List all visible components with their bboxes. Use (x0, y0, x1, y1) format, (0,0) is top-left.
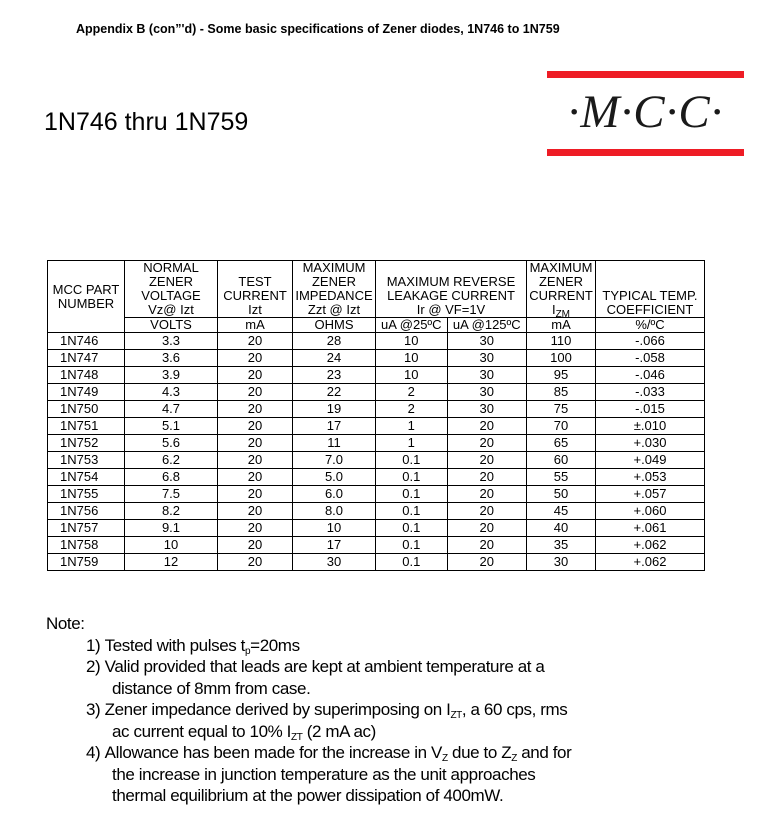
header-part-number: MCC PART NUMBER (48, 261, 125, 333)
cell-leakage-125c: 30 (447, 401, 526, 418)
cell-leakage-125c: 30 (447, 384, 526, 401)
cell-part-number: 1N753 (48, 452, 125, 469)
table-row (48, 418, 705, 435)
note-1: 1) Tested with pulses $t_p=20ms$ (86, 635, 300, 657)
cell-part-number: 1N758 (48, 537, 125, 554)
cell-leakage-25c: 1 (376, 435, 448, 452)
table-row (48, 520, 705, 537)
cell-zener-current: 40 (527, 520, 596, 537)
cell-test-current: 20 (218, 537, 293, 554)
cell-temp-coefficient: -.066 (596, 333, 705, 350)
header-zener-current: MAXIMUM ZENER CURRENT $I_{ZM}$ (527, 261, 596, 318)
cell-test-current: 20 (218, 486, 293, 503)
table-row (48, 503, 705, 520)
note-4: 4) Allowance has been made for the increase in $V_Z$ due to $Z_Z$ and for the increase in junction temperature as the unit approaches thermal equilibrium at the power dissipation of 400mW. (86, 743, 572, 805)
cell-zener-voltage: 5.1 (125, 418, 218, 435)
cell-temp-coefficient: +.061 (596, 520, 705, 537)
cell-leakage-25c: 0.1 (376, 452, 448, 469)
notes-list (46, 635, 571, 807)
cell-leakage-125c: 20 (447, 452, 526, 469)
table-row (48, 367, 705, 384)
cell-zener-voltage: 10 (125, 537, 218, 554)
cell-test-current: 20 (218, 435, 293, 452)
cell-test-current: 20 (218, 350, 293, 367)
cell-zener-voltage: 3.6 (125, 350, 218, 367)
cell-leakage-125c: 20 (447, 469, 526, 486)
cell-zener-voltage: 3.9 (125, 367, 218, 384)
cell-zener-impedance: 6.0 (293, 486, 376, 503)
cell-temp-coefficient: -.033 (596, 384, 705, 401)
cell-leakage-125c: 30 (447, 367, 526, 384)
cell-temp-coefficient: -.015 (596, 401, 705, 418)
unit-test-current: mA (218, 318, 293, 333)
header-zener-impedance: MAXIMUM ZENER IMPEDANCE Zzt @ Izt (293, 261, 376, 318)
cell-leakage-125c: 20 (447, 537, 526, 554)
table-row (48, 435, 705, 452)
cell-zener-voltage: 12 (125, 554, 218, 571)
cell-leakage-25c: 2 (376, 384, 448, 401)
cell-zener-voltage: 6.8 (125, 469, 218, 486)
cell-leakage-25c: 1 (376, 418, 448, 435)
cell-leakage-25c: 10 (376, 333, 448, 350)
cell-part-number: 1N757 (48, 520, 125, 537)
cell-zener-impedance: 28 (293, 333, 376, 350)
cell-zener-impedance: 22 (293, 384, 376, 401)
cell-zener-impedance: 11 (293, 435, 376, 452)
cell-part-number: 1N754 (48, 469, 125, 486)
note-3: 3) Zener impedance derived by superimposing on $I_{ZT}$, a 60 cps, rms ac current equal to 10% $I_{ZT}$ (2 mA ac) (86, 700, 568, 743)
notes-section (46, 613, 571, 807)
cell-zener-impedance: 8.0 (293, 503, 376, 520)
cell-leakage-125c: 20 (447, 520, 526, 537)
cell-zener-current: 55 (527, 469, 596, 486)
cell-leakage-25c: 0.1 (376, 520, 448, 537)
cell-zener-current: 65 (527, 435, 596, 452)
cell-zener-voltage: 8.2 (125, 503, 218, 520)
cell-leakage-125c: 20 (447, 503, 526, 520)
header-zener-voltage: NORMAL ZENER VOLTAGE Vz@ Izt (125, 261, 218, 318)
logo-bar-top (547, 71, 744, 78)
cell-temp-coefficient: +.053 (596, 469, 705, 486)
cell-leakage-125c: 20 (447, 554, 526, 571)
cell-zener-voltage: 4.7 (125, 401, 218, 418)
cell-zener-impedance: 10 (293, 520, 376, 537)
cell-part-number: 1N747 (48, 350, 125, 367)
notes-title: Note: (46, 614, 85, 633)
cell-test-current: 20 (218, 367, 293, 384)
model-range-title: 1N746 thru 1N759 (44, 108, 249, 136)
cell-part-number: 1N750 (48, 401, 125, 418)
table-row (48, 350, 705, 367)
cell-test-current: 20 (218, 401, 293, 418)
cell-leakage-25c: 10 (376, 367, 448, 384)
cell-zener-voltage: 9.1 (125, 520, 218, 537)
cell-temp-coefficient: -.046 (596, 367, 705, 384)
unit-volts: VOLTS (125, 318, 218, 333)
cell-temp-coefficient: +.062 (596, 554, 705, 571)
cell-leakage-25c: 0.1 (376, 503, 448, 520)
cell-zener-impedance: 5.0 (293, 469, 376, 486)
cell-leakage-125c: 30 (447, 350, 526, 367)
cell-temp-coefficient: +.060 (596, 503, 705, 520)
cell-zener-current: 95 (527, 367, 596, 384)
unit-ohms: OHMS (293, 318, 376, 333)
table-row (48, 384, 705, 401)
logo-text: ·M·C·C· (567, 86, 724, 138)
table-row (48, 537, 705, 554)
cell-zener-current: 30 (527, 554, 596, 571)
header-temp-coefficient: TYPICAL TEMP. COEFFICIENT (596, 261, 705, 318)
cell-leakage-25c: 10 (376, 350, 448, 367)
cell-zener-current: 45 (527, 503, 596, 520)
table-row (48, 401, 705, 418)
cell-temp-coefficient: -.058 (596, 350, 705, 367)
cell-zener-current: 85 (527, 384, 596, 401)
cell-zener-impedance: 23 (293, 367, 376, 384)
cell-test-current: 20 (218, 452, 293, 469)
cell-test-current: 20 (218, 418, 293, 435)
cell-zener-voltage: 5.6 (125, 435, 218, 452)
header-reverse-leakage: MAXIMUM REVERSE LEAKAGE CURRENT Ir @ VF=1V (376, 261, 527, 318)
cell-zener-voltage: 7.5 (125, 486, 218, 503)
cell-leakage-25c: 0.1 (376, 469, 448, 486)
cell-leakage-125c: 20 (447, 486, 526, 503)
cell-test-current: 20 (218, 333, 293, 350)
cell-leakage-125c: 20 (447, 418, 526, 435)
cell-temp-coefficient: +.030 (596, 435, 705, 452)
cell-zener-current: 75 (527, 401, 596, 418)
cell-leakage-25c: 2 (376, 401, 448, 418)
cell-part-number: 1N746 (48, 333, 125, 350)
cell-part-number: 1N759 (48, 554, 125, 571)
cell-leakage-125c: 20 (447, 435, 526, 452)
cell-temp-coefficient: +.049 (596, 452, 705, 469)
unit-leakage-25c: uA @25ºC (376, 318, 448, 333)
cell-test-current: 20 (218, 384, 293, 401)
cell-leakage-125c: 30 (447, 333, 526, 350)
cell-zener-impedance: 30 (293, 554, 376, 571)
table-row (48, 333, 705, 350)
table-row (48, 469, 705, 486)
cell-part-number: 1N749 (48, 384, 125, 401)
cell-part-number: 1N748 (48, 367, 125, 384)
cell-zener-impedance: 19 (293, 401, 376, 418)
unit-zener-current: mA (527, 318, 596, 333)
cell-zener-current: 50 (527, 486, 596, 503)
cell-zener-current: 35 (527, 537, 596, 554)
cell-test-current: 20 (218, 469, 293, 486)
cell-temp-coefficient: +.062 (596, 537, 705, 554)
mcc-logo (547, 71, 744, 156)
logo-bar-bottom (547, 149, 744, 156)
spec-table-body (48, 333, 705, 571)
cell-zener-current: 60 (527, 452, 596, 469)
cell-zener-voltage: 3.3 (125, 333, 218, 350)
cell-part-number: 1N756 (48, 503, 125, 520)
cell-temp-coefficient: ±.010 (596, 418, 705, 435)
cell-part-number: 1N752 (48, 435, 125, 452)
cell-part-number: 1N751 (48, 418, 125, 435)
cell-zener-current: 100 (527, 350, 596, 367)
cell-test-current: 20 (218, 554, 293, 571)
cell-zener-voltage: 6.2 (125, 452, 218, 469)
cell-zener-impedance: 17 (293, 418, 376, 435)
cell-leakage-25c: 0.1 (376, 554, 448, 571)
cell-zener-impedance: 24 (293, 350, 376, 367)
cell-test-current: 20 (218, 503, 293, 520)
cell-zener-current: 70 (527, 418, 596, 435)
note-2: 2) Valid provided that leads are kept at ambient temperature at a distance of 8mm from case. (86, 657, 545, 698)
cell-zener-impedance: 17 (293, 537, 376, 554)
cell-part-number: 1N755 (48, 486, 125, 503)
spec-table (47, 260, 705, 571)
cell-leakage-25c: 0.1 (376, 537, 448, 554)
table-row (48, 486, 705, 503)
table-row (48, 452, 705, 469)
cell-zener-impedance: 7.0 (293, 452, 376, 469)
cell-zener-current: 110 (527, 333, 596, 350)
unit-temp-coefficient: %/ºC (596, 318, 705, 333)
table-row (48, 554, 705, 571)
cell-leakage-25c: 0.1 (376, 486, 448, 503)
cell-test-current: 20 (218, 520, 293, 537)
header-test-current: TEST CURRENT Izt (218, 261, 293, 318)
unit-leakage-125c: uA @125ºC (447, 318, 526, 333)
appendix-heading: Appendix B (con”'d) - Some basic specifications of Zener diodes, 1N746 to 1N759 (76, 22, 560, 36)
cell-zener-voltage: 4.3 (125, 384, 218, 401)
cell-temp-coefficient: +.057 (596, 486, 705, 503)
